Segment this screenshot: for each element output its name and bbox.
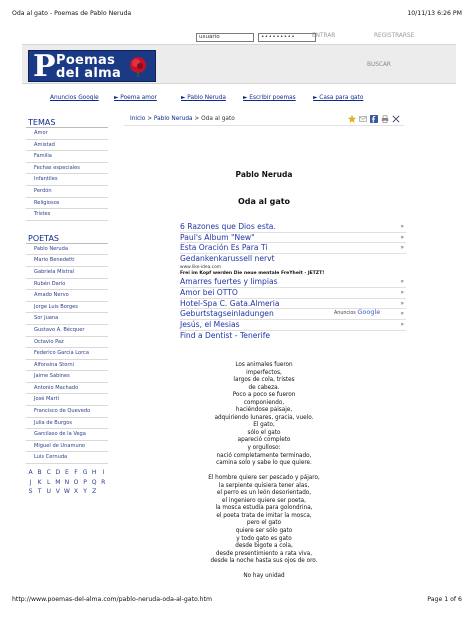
sidebar-item-tema[interactable]: Amor xyxy=(26,128,108,140)
sidebar-item-poeta[interactable]: Jorge Luis Borges xyxy=(26,302,108,314)
sidebar-item-poeta[interactable]: Jaime Sabines xyxy=(26,371,108,383)
sidebar-item-tema[interactable]: Familia xyxy=(26,151,108,163)
nav-item-pablo-neruda[interactable]: ► Pablo Neruda xyxy=(181,95,226,101)
ad-link[interactable]: 6 Razones que Dios esta. » xyxy=(180,222,404,231)
poem-line: el poeta trata de imitar la mosca, xyxy=(216,512,312,519)
facebook-icon[interactable] xyxy=(370,115,378,123)
alphabet-letter-link[interactable]: T xyxy=(37,488,42,496)
alphabet-letter-link[interactable]: F xyxy=(74,469,78,477)
poem-line: la serpiente quisiera tener alas, xyxy=(218,482,310,489)
alphabet-letter-link[interactable]: P xyxy=(83,478,87,486)
share-icons xyxy=(348,114,400,124)
logo-line-1: Poemas xyxy=(56,53,116,68)
breadcrumb-separator: > xyxy=(194,116,200,122)
ad-link[interactable]: Find a Dentist - Tenerife xyxy=(180,330,271,340)
poem-line: el perro es un león desorientado, xyxy=(216,490,312,497)
sidebar-item-tema[interactable]: Tristes xyxy=(26,209,108,221)
alphabet-letter-link[interactable]: N xyxy=(64,478,70,486)
alphabet-letter-link[interactable]: A xyxy=(28,469,33,477)
sidebar-item-poeta[interactable]: Antonio Machado xyxy=(26,383,108,395)
poem-line: y orgulloso: xyxy=(247,445,281,452)
alphabet-letter-link[interactable]: K xyxy=(37,478,42,486)
alphabet-letter-link[interactable]: D xyxy=(55,469,61,477)
alphabet-letter-link[interactable]: I xyxy=(102,469,105,477)
alphabet-letter-link[interactable]: Y xyxy=(83,488,87,496)
alphabet-letter-link[interactable]: J xyxy=(29,478,32,486)
ad-link[interactable]: Esta Oración Es Para Ti » xyxy=(180,243,404,253)
ad-arrow-icon: » xyxy=(400,223,404,230)
poem-line: sólo el gato xyxy=(247,429,281,436)
nav-item-poema-amor[interactable]: ► Poema amor xyxy=(114,95,157,101)
delicious-icon[interactable] xyxy=(392,115,400,123)
alphabet-letter-link[interactable]: X xyxy=(73,488,79,496)
ad-link[interactable]: Amarres fuertes y limpias » xyxy=(180,277,404,287)
alphabet-letter-link[interactable]: V xyxy=(55,488,60,496)
sidebar-item-poeta[interactable]: Pablo Neruda xyxy=(26,244,108,256)
breadcrumb-separator: > xyxy=(147,116,153,122)
poem-line: de cabeza. xyxy=(248,384,280,391)
alphabet-letter-link[interactable]: B xyxy=(37,469,42,477)
ad-nav-row xyxy=(22,93,456,105)
ad-arrow-icon: » xyxy=(400,278,404,286)
ad-description: Frei im Kopf werden Die neue mentale FreYheit - JETZT! xyxy=(180,271,325,277)
sidebar-item-poeta[interactable]: Sor Juana xyxy=(26,313,108,325)
poem-line: largos de cola, tristes xyxy=(233,377,295,384)
poem-line: haciéndose paisaje, xyxy=(235,407,293,414)
website xyxy=(22,30,456,590)
rose-icon xyxy=(127,55,149,77)
poem-line: imperfectos, xyxy=(246,369,282,376)
favorite-star-icon[interactable] xyxy=(348,115,356,123)
alphabet-letter-link[interactable]: W xyxy=(63,488,70,496)
username-input[interactable]: usuario xyxy=(196,33,254,42)
poetas-list xyxy=(26,244,108,464)
sidebar-item-poeta[interactable]: Gabriela Mistral xyxy=(26,267,108,279)
sidebar-item-poeta[interactable]: Garcilaso de la Vega xyxy=(26,429,108,441)
poem-text xyxy=(124,362,404,581)
breadcrumb-current: Oda al gato xyxy=(201,116,235,122)
sidebar-item-tema[interactable]: Amistad xyxy=(26,140,108,152)
alphabet-letter-link[interactable]: Z xyxy=(92,488,97,496)
alphabet-letter-link[interactable]: H xyxy=(91,469,97,477)
sidebar-item-poeta[interactable]: Francisco de Quevedo xyxy=(26,406,108,418)
alphabet-letter-link[interactable]: U xyxy=(46,488,51,496)
sidebar-item-poeta[interactable]: Amado Nervo xyxy=(26,290,108,302)
print-icon[interactable] xyxy=(381,115,389,123)
register-button[interactable]: REGISTRARSE xyxy=(374,33,415,39)
site-header xyxy=(22,44,456,84)
poem-line: El gato, xyxy=(253,422,275,429)
ad-arrow-icon: » xyxy=(400,244,404,252)
alphabet-letter-link[interactable]: R xyxy=(101,478,106,486)
temas-heading: TEMAS xyxy=(26,116,108,128)
sidebar-item-poeta[interactable]: José Martí xyxy=(26,394,108,406)
ad-link[interactable]: Hotel-Spa C. Gata.Almeria » xyxy=(180,298,404,308)
poem-line: el ingeniero quiere ser poeta, xyxy=(222,497,306,504)
poem-line: y todo gato es gato xyxy=(236,535,292,542)
sidebar-item-tema[interactable]: Religiosos xyxy=(26,198,108,210)
logo-letter: P xyxy=(33,50,56,82)
sidebar-item-poeta[interactable]: Luis Cernuda xyxy=(26,452,108,464)
print-page-title: Oda al gato - Poemas de Pablo Neruda xyxy=(12,10,132,17)
sidebar-item-poeta[interactable]: Julia de Burgos xyxy=(26,418,108,430)
print-datetime: 10/11/13 6:26 PM xyxy=(407,10,462,17)
sidebar-item-tema[interactable]: Perdón xyxy=(26,186,108,198)
breadcrumb-home[interactable]: Inicio xyxy=(130,116,146,122)
sidebar-item-tema[interactable]: Infantiles xyxy=(26,174,108,186)
google-ads-block xyxy=(180,222,406,341)
poem-line: No hay unidad xyxy=(243,573,285,580)
sidebar-item-poeta[interactable]: Rubén Darío xyxy=(26,279,108,291)
poem-line: desde presentimiento a rata viva, xyxy=(215,550,313,557)
alphabet-letter-link[interactable]: O xyxy=(73,478,79,486)
sidebar-item-poeta[interactable]: Gustavo A. Bécquer xyxy=(26,325,108,337)
poetas-heading: POETAS xyxy=(26,232,108,244)
ad-arrow-icon: » xyxy=(400,233,404,241)
sidebar-item-poeta[interactable]: Miguel de Unamuno xyxy=(26,441,108,453)
sidebar xyxy=(26,116,108,497)
ad-link[interactable]: Jesús, el Mesias » xyxy=(180,320,404,329)
poem-line: El hombre quiere ser pescado y pájaro, xyxy=(208,475,320,482)
ad-arrow-icon: » xyxy=(400,299,404,307)
ad-link[interactable]: Geburtstagseinladungen » xyxy=(180,309,404,319)
email-icon[interactable] xyxy=(359,115,367,123)
nav-item-google-ads[interactable]: Anuncios Google xyxy=(50,95,99,101)
site-logo[interactable] xyxy=(28,50,156,82)
alphabet-letter-link[interactable]: E xyxy=(64,469,69,477)
alphabet-index xyxy=(26,468,108,497)
ads-by-google[interactable]: Anuncios Google xyxy=(334,308,381,316)
poem-line: desde bigote a cola, xyxy=(235,543,293,550)
poem-line: componiendo, xyxy=(243,399,285,406)
print-header xyxy=(12,10,462,22)
ad-display-url[interactable]: www.like-idea.com xyxy=(180,264,222,270)
ad-link[interactable]: Amor bei OTTO » xyxy=(180,287,404,297)
logo-line-2: del alma xyxy=(56,66,122,81)
password-input[interactable]: ••••••••• xyxy=(258,33,316,42)
print-footer xyxy=(12,596,462,606)
sidebar-item-tema[interactable]: Fechas especiales xyxy=(26,163,108,175)
ad-arrow-icon: » xyxy=(400,288,404,296)
sidebar-item-poeta[interactable]: Mario Benedetti xyxy=(26,255,108,267)
alphabet-letter-link[interactable]: G xyxy=(82,469,88,477)
poem-line: Poco a poco se fueron xyxy=(232,392,296,399)
poem-line: pero el gato xyxy=(246,520,282,527)
breadcrumb xyxy=(124,112,404,126)
ad-arrow-icon: » xyxy=(400,321,404,328)
alphabet-letter-link[interactable]: C xyxy=(46,469,51,477)
search-button[interactable]: BUSCAR xyxy=(367,62,391,68)
poem-line: adquiriendo lunares, gracia, vuelo. xyxy=(214,414,314,421)
temas-list xyxy=(26,128,108,221)
ad-link[interactable]: Paul's Album "New" » xyxy=(180,232,404,242)
poem-line: apareció completo xyxy=(237,437,291,444)
breadcrumb-poet[interactable]: Pablo Neruda xyxy=(153,116,193,122)
alphabet-letter-link[interactable]: L xyxy=(47,478,51,486)
ad-link[interactable]: Gedankenkarussell nervt xyxy=(180,254,275,264)
nav-item-casa-para-gato[interactable]: ► Casa para gato xyxy=(313,95,364,101)
poem-line: desde la noche hasta sus ojos de oro. xyxy=(210,558,318,565)
sidebar-item-poeta[interactable]: Federico García Lorca xyxy=(26,348,108,360)
login-bar xyxy=(22,30,456,44)
main-content xyxy=(124,112,404,580)
poem-line: camina solo y sabe lo que quiere. xyxy=(216,460,312,467)
sidebar-item-poeta[interactable]: Alfonsina Storni xyxy=(26,360,108,372)
poem-line: quiere ser sólo gato xyxy=(235,527,293,534)
poet-name: Pablo Neruda xyxy=(235,170,293,179)
nav-item-escribir-poemas[interactable]: ► Escribir poemas xyxy=(243,95,296,101)
alphabet-letter-link[interactable]: Q xyxy=(91,478,97,486)
poem-line: la mosca estudia para golondrina, xyxy=(215,505,313,512)
poem-title: Oda al gato xyxy=(237,197,291,206)
login-button[interactable]: ENTRAR xyxy=(312,33,336,39)
ad-arrow-icon: » xyxy=(400,310,404,318)
alphabet-letter-link[interactable]: M xyxy=(55,478,61,486)
print-url: http://www.poemas-del-alma.com/pablo-neruda-oda-al-gato.htm xyxy=(12,596,213,603)
print-page-number: Page 1 of 6 xyxy=(427,596,462,603)
poem-line: nació completamente terminado, xyxy=(216,452,312,459)
sidebar-item-poeta[interactable]: Octavio Paz xyxy=(26,337,108,349)
alphabet-letter-link[interactable]: S xyxy=(28,488,33,496)
poem-line: Los animales fueron xyxy=(235,362,293,368)
